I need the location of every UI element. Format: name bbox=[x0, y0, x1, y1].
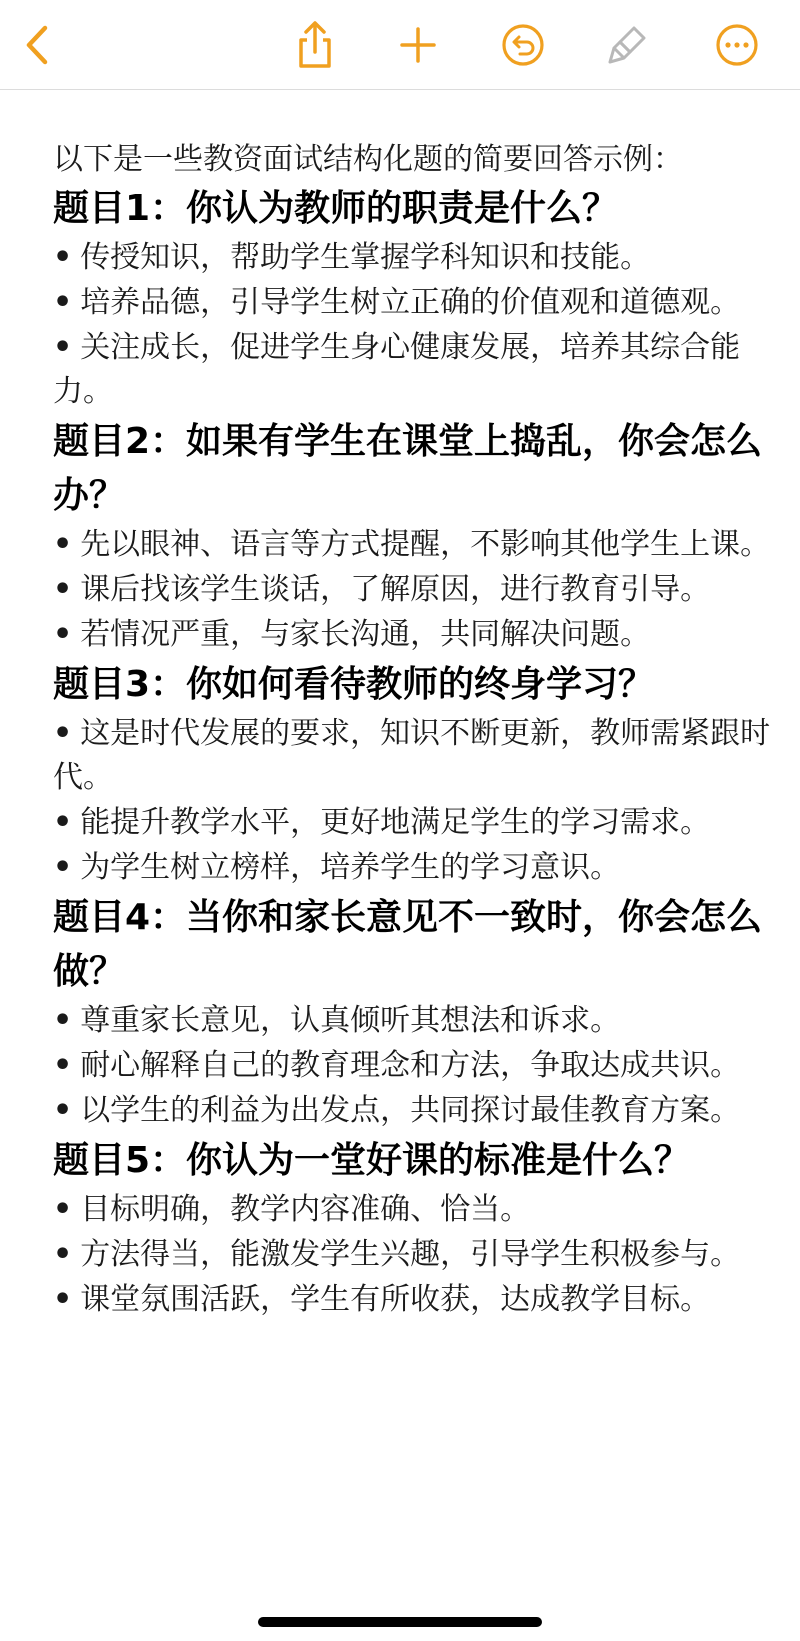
bullet-dot: • bbox=[53, 716, 73, 751]
bullet-dot: • bbox=[53, 1282, 73, 1317]
answer-text: 课后找该学生谈话，了解原因，进行教育引导。 bbox=[80, 572, 711, 607]
question-title: 题目5：你认为一堂好课的标准是什么？ bbox=[53, 1140, 691, 1181]
bullet-dot: • bbox=[53, 527, 73, 562]
answer-bullet bbox=[53, 1188, 773, 1232]
answer-bullet bbox=[53, 712, 773, 800]
bullet-dot: • bbox=[53, 1093, 73, 1128]
answer-bullet bbox=[53, 281, 773, 325]
add-button[interactable] bbox=[393, 20, 443, 70]
answer-text: 能提升教学水平，更好地满足学生的学习需求。 bbox=[80, 805, 711, 840]
question-block bbox=[53, 182, 773, 414]
answer-text: 关注成长，促进学生身心健康发展，培养其综合能力。 bbox=[53, 330, 741, 409]
question-title: 题目2：如果有学生在课堂上捣乱，你会怎么办？ bbox=[53, 421, 763, 516]
question-block bbox=[53, 891, 773, 1133]
chevron-left-icon bbox=[17, 20, 57, 70]
more-button[interactable] bbox=[712, 20, 762, 70]
answer-text: 若情况严重，与家长沟通，共同解决问题。 bbox=[80, 617, 651, 652]
plus-icon bbox=[396, 23, 440, 67]
question-block bbox=[53, 658, 773, 890]
answer-bullet bbox=[53, 846, 773, 890]
answer-text: 传授知识，帮助学生掌握学科知识和技能。 bbox=[80, 240, 651, 275]
answer-bullet bbox=[53, 999, 773, 1043]
answer-text: 培养品德，引导学生树立正确的价值观和道德观。 bbox=[80, 285, 741, 320]
answer-bullet bbox=[53, 1233, 773, 1277]
bullet-dot: • bbox=[53, 572, 73, 607]
answer-bullet bbox=[53, 1089, 773, 1133]
notes-toolbar bbox=[0, 0, 800, 90]
answer-text: 为学生树立榜样，培养学生的学习意识。 bbox=[80, 850, 621, 885]
bullet-dot: • bbox=[53, 285, 73, 320]
undo-icon bbox=[500, 22, 546, 68]
share-icon bbox=[293, 20, 337, 70]
bullet-dot: • bbox=[53, 240, 73, 275]
answer-text: 课堂氛围活跃，学生有所收获，达成教学目标。 bbox=[80, 1282, 711, 1317]
bullet-dot: • bbox=[53, 1048, 73, 1083]
bullet-dot: • bbox=[53, 1192, 73, 1227]
bullet-dot: • bbox=[53, 617, 73, 652]
answer-text: 先以眼神、语言等方式提醒，不影响其他学生上课。 bbox=[80, 527, 771, 562]
answer-text: 方法得当，能激发学生兴趣，引导学生积极参与。 bbox=[80, 1237, 741, 1272]
question-block bbox=[53, 1134, 773, 1322]
question-block bbox=[53, 415, 773, 657]
bullet-dot: • bbox=[53, 1237, 73, 1272]
undo-button[interactable] bbox=[498, 20, 548, 70]
question-title: 题目4：当你和家长意见不一致时，你会怎么做？ bbox=[53, 897, 763, 992]
answer-bullet bbox=[53, 326, 773, 414]
question-title: 题目1：你认为教师的职责是什么？ bbox=[53, 188, 619, 229]
answer-bullet bbox=[53, 1278, 773, 1322]
share-button[interactable] bbox=[290, 20, 340, 70]
answer-bullet bbox=[53, 1044, 773, 1088]
question-title: 题目3：你如何看待教师的终身学习？ bbox=[53, 664, 655, 705]
bullet-dot: • bbox=[53, 850, 73, 885]
answer-text: 这是时代发展的要求，知识不断更新，教师需紧跟时代。 bbox=[53, 716, 771, 795]
answer-bullet bbox=[53, 523, 773, 567]
bullet-dot: • bbox=[53, 330, 73, 365]
home-indicator[interactable] bbox=[258, 1617, 542, 1627]
answer-bullet bbox=[53, 613, 773, 657]
note-intro: 以下是一些教资面试结构化题的简要回答示例： bbox=[53, 142, 683, 177]
back-button[interactable] bbox=[12, 20, 62, 70]
answer-text: 目标明确，教学内容准确、恰当。 bbox=[80, 1192, 531, 1227]
answer-bullet bbox=[53, 568, 773, 612]
bullet-dot: • bbox=[53, 805, 73, 840]
answer-text: 耐心解释自己的教育理念和方法，争取达成共识。 bbox=[80, 1048, 741, 1083]
markup-button[interactable] bbox=[602, 20, 652, 70]
answer-bullet bbox=[53, 801, 773, 845]
answer-text: 尊重家长意见，认真倾听其想法和诉求。 bbox=[80, 1003, 621, 1038]
note-body[interactable] bbox=[53, 138, 773, 1323]
more-icon bbox=[714, 22, 760, 68]
bullet-dot: • bbox=[53, 1003, 73, 1038]
markup-brush-icon bbox=[604, 22, 650, 68]
answer-bullet bbox=[53, 236, 773, 280]
answer-text: 以学生的利益为出发点，共同探讨最佳教育方案。 bbox=[80, 1093, 741, 1128]
